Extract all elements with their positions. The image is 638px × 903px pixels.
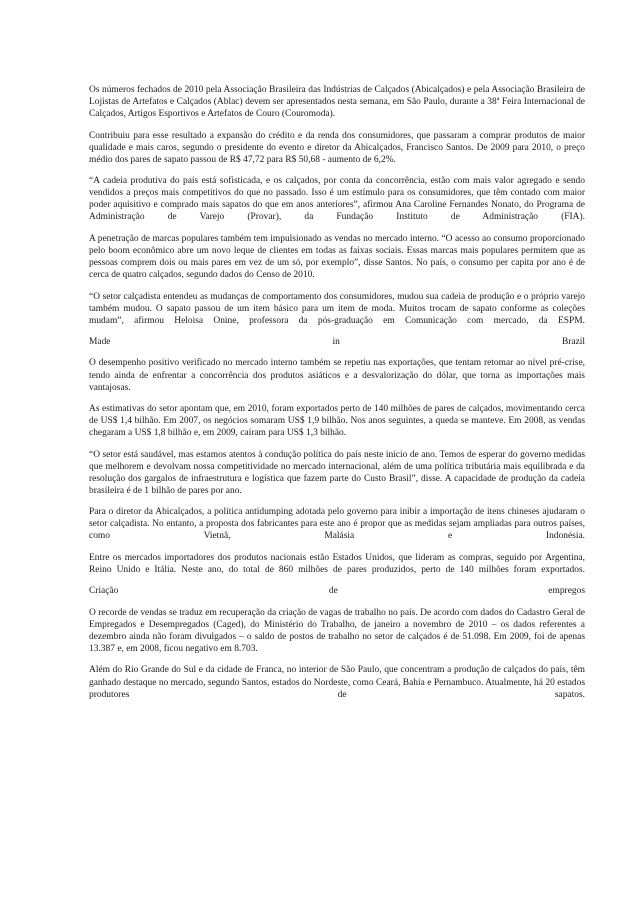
section-heading-made-in-brazil: Made in Brazil xyxy=(89,337,585,348)
paragraph-5: “O setor calçadista entendeu as mudanças de comportamento dos consumidores, mudou sua cadeia de produção e o próprio varejo também mudou. O sapato passou de um item básico para um item de moda. Muitos trocam de sapato conforme as coleções mudam”, afirmou Heloisa Onine, professora da pós-graduação em Comunicação com mercado, da ESPM. xyxy=(89,291,585,326)
paragraph-7: As estimativas do setor apontam que, em 2010, foram exportados perto de 140 milhões de pares de calçados, movimentando cerca de US$ 1,4 bilhão. Em 2007, os negócios somaram US$ 1,9 bilhão. Nos anos seguintes, a queda se manteve. Em 2008, as vendas chegaram a US$ 1,8 bilhão e, em 2009, caíram para US$ 1,3 bilhão. xyxy=(89,404,585,439)
paragraph-4: A penetração de marcas populares também tem impulsionado as vendas no mercado interno. “O acesso ao consumo proporcionado pelo boom econômico abre um novo leque de clientes em todas as faixas sociais. Essas marcas mais populares permitem que as pessoas comprem dois ou mais pares em vez de um só, por exemplo”, disse Santos. No país, o consumo per capita por ano é de cerca de quatro calçados, segundo dados do Censo de 2010. xyxy=(89,233,585,281)
paragraph-11: O recorde de vendas se traduz em recuperação da criação de vagas de trabalho no país. De acordo com dados do Cadastro Geral de Empregados e Desempregados (Caged), do Ministério do Trabalho, de janeiro a novembro de 2010 – os dados referentes a dezembro ainda não foram divulgados – o saldo de postos de trabalho no setor de calçados é de 51.098. Em 2009, foi de apenas 13.387 e, em 2008, ficou negativo em 8.703. xyxy=(89,607,585,655)
paragraph-3: “A cadeia produtiva do país está sofisticada, e os calçados, por conta da concorrência, estão com mais valor agregado e sendo vendidos a preços mais competitivos do que no passado. Isso é um estímulo para os consumidores, que têm contado com maior poder aquisitivo e comprado mais sapatos do que em anos anteriores”, afirmou Ana Caroline Fernandes Nonato, do Programa de Administração de Varejo (Provar), da Fundação Instituto de Administração (FIA). xyxy=(89,176,585,223)
paragraph-10: Entre os mercados importadores dos produtos nacionais estão Estados Unidos, que lideram as compras, seguido por Argentina, Reino Unido e Itália. Neste ano, do total de 860 milhões de pares produzidos, perto de 140 milhões foram exportados. xyxy=(89,552,585,575)
paragraph-1: Os números fechados de 2010 pela Associação Brasileira das Indústrias de Calçados (Abicalçados) e pela Associação Brasileira de Lojistas de Artefatos e Calçados (Ablac) devem ser apresentados nesta semana, em São Paulo, durante a 38ª Feira Internacional de Calçados, Artigos Esportivos e Artefatos de Couro (Couromoda). xyxy=(89,85,585,120)
paragraph-8: “O setor está saudável, mas estamos atentos à condução política do país neste início de ano. Temos de esperar do governo medidas que melhorem e devolvam nossa competitividade no mercado internacional, além de uma política tributária mais equilibrada e da resolução dos gargalos de infraestrutura e logística que fazem parte do Custo Brasil”, disse. A capacidade de produção da cadeia brasileira é de 1 bilhão de pares por ano. xyxy=(89,449,585,496)
paragraph-12: Além do Rio Grande do Sul e da cidade de Franca, no interior de São Paulo, que concentram a produção de calçados do país, têm ganhado destaque no mercado, segundo Santos, estados do Nordeste, como Ceará, Bahia e Pernambuco. Atualmente, há 20 estados produtores de sapatos. xyxy=(89,665,585,700)
paragraph-2: Contribuiu para esse resultado a expansão do crédito e da renda dos consumidores, que passaram a comprar produtos de maior qualidade e mais caros, segundo o presidente do evento e diretor da Abicalçados, Francisco Santos. De 2009 para 2010, o preço médio dos pares de sapato passou de R$ 47,72 para R$ 50,68 - aumento de 6,2%. xyxy=(89,130,585,165)
paragraph-9: Para o diretor da Abicalçados, a política antidumping adotada pelo governo para inibir a importação de itens chineses ajudaram o setor calçadista. No entanto, a proposta dos fabricantes para este ano é propor que as medidas sejam ampliadas para outros países, como Vietnã, Malásia e Indonésia. xyxy=(89,507,585,542)
paragraph-6: O desempenho positivo verificado no mercado interno também se repetiu nas exportações, que tentam retomar ao nível pré-crise, tendo ainda de enfrentar a concorrência dos produtos asiáticos e a desvalorização do dólar, que torna as importações mais vantajosas. xyxy=(89,358,585,393)
section-heading-criacao-de-empregos: Criação de empregos xyxy=(89,586,585,597)
